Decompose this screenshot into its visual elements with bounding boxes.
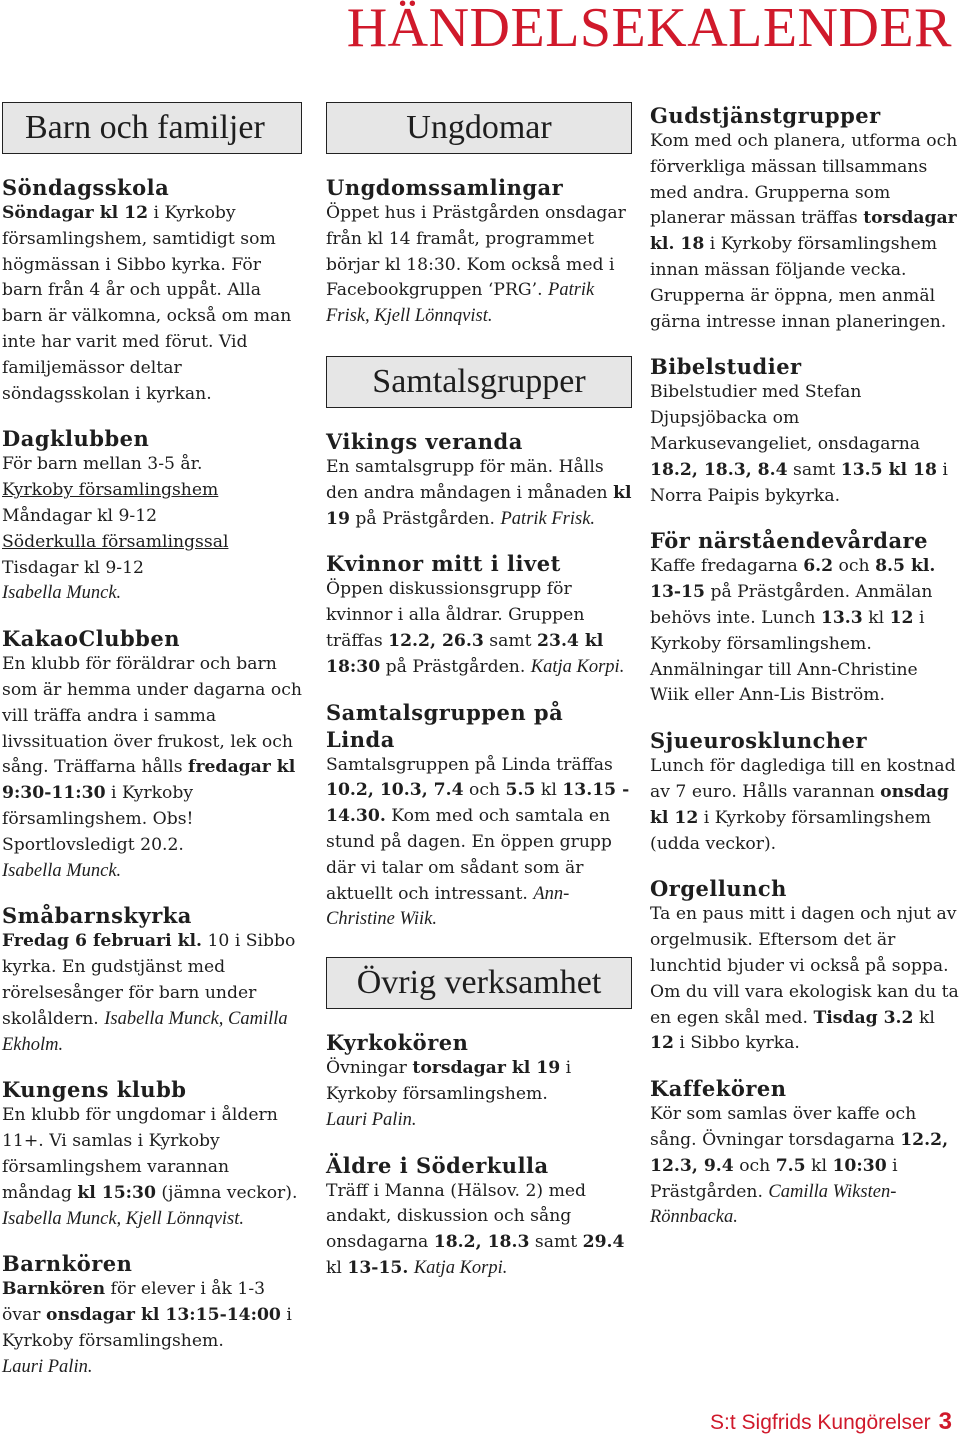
event-body [2, 929, 302, 1058]
event-text: En klubb för föräldrar och barn som är hemma under dagarna och vill träffa andra i samma livssituation över frukost, lek och sång. Träffarna hålls [2, 654, 302, 778]
event-aldre-i-soderkulla [326, 1152, 632, 1282]
event-ungdomssamlingar [326, 174, 632, 330]
event-time: kl 15:30 [77, 1182, 156, 1203]
event-date: 18.2, 18.3, 8.4 [650, 459, 788, 480]
event-kaffekoren [650, 1075, 960, 1231]
event-time: torsdagar kl. 18 [650, 208, 957, 255]
event-body [2, 1103, 302, 1232]
event-date: Tisdag 3.2 [813, 1007, 914, 1028]
event-date: 13.3 [820, 607, 863, 628]
event-body [2, 452, 302, 607]
event-body [650, 380, 960, 509]
section-header-samtalsgrupper: Samtalsgrupper [326, 356, 632, 408]
event-body [650, 129, 960, 335]
event-kungens-klubb [2, 1076, 302, 1232]
event-text: i Norra Paipis bykyrka. [650, 459, 948, 506]
event-leader: Lauri Palin. [326, 1109, 417, 1130]
event-body [650, 902, 960, 1057]
event-text: i Kyrkoby församlingshem. Obs! Sportlovsledigt 20.2. [2, 783, 194, 855]
event-text: på Prästgården. [380, 656, 531, 677]
event-title: Småbarnskyrka [2, 903, 192, 929]
event-kyrkokoren [326, 1029, 632, 1133]
event-time: onsdag kl 12 [650, 781, 949, 828]
event-text: Bibelstudier med Stefan Djupsjöbacka om Markusevangeliet, onsdagarna [650, 382, 921, 454]
event-body [650, 1102, 960, 1231]
event-title: Kaffekören [650, 1076, 787, 1102]
publication-name: S:t Sigfrids Kungörelser [710, 1411, 931, 1434]
event-kvinnor-mitt-i-livet [326, 550, 632, 680]
event-date: 12.2, 12.3, 9.4 [650, 1129, 949, 1176]
masthead [300, 0, 952, 60]
event-leader: Isabella Munck, Kjell Lönnqvist. [2, 1208, 245, 1229]
event-time: Tisdagar kl 9-12 [2, 557, 144, 578]
event-name: Barnkören [2, 1279, 106, 1300]
column-barn-och-familjer [2, 102, 302, 1398]
event-date: 10.2, 10.3, 7.4 [326, 780, 464, 801]
event-dagklubben [2, 425, 302, 607]
event-text: i Kyrkoby församlingshem. [326, 1058, 572, 1104]
event-date: 7.5 [775, 1155, 806, 1176]
event-date: 12.2, 26.3 [388, 630, 484, 651]
event-leader: Isabella Munck. [2, 860, 122, 881]
event-leader: Lauri Palin. [2, 1356, 93, 1377]
event-text: Lunch för daglediga till en kostnad av 7 euro. Hålls varannan [650, 756, 956, 802]
event-text: 10 i Sibbo kyrka. En gudstjänst med rörelsesånger för barn under skolåldern. [2, 931, 296, 1029]
event-text: kl [326, 1257, 348, 1278]
column-ungdomar [326, 102, 632, 1300]
event-leader: Patrik Frisk. [500, 508, 596, 529]
event-body [326, 201, 632, 330]
event-text: Samtalsgruppen på Linda träffas [326, 754, 613, 775]
event-leader: Camilla Wiksten-Rönnbacka. [650, 1181, 897, 1228]
event-time: Fredag 6 februari kl. [2, 931, 203, 952]
event-text: Kom med och planera, utforma och förverkliga mässan tillsammans med andra. Grupperna som planerar mässan träffas [650, 131, 958, 229]
event-text: i Kyrkoby församlingshem, samtidigt som högmässan i Sibbo kyrka. För barn från 4 år och uppåt. Alla barn är välkomna, också om man inte har varit med förut. Vid familjemässor deltar söndagsskolan i kyrkan. [2, 203, 292, 404]
event-text: och [733, 1155, 776, 1176]
event-date: 23.4 kl 18:30 [326, 630, 604, 677]
event-time: 13.5 kl 18 [840, 459, 937, 480]
event-title: Kyrkokören [326, 1030, 469, 1056]
event-text: i Prästgården. [650, 1155, 898, 1202]
event-title: Söndagsskola [2, 175, 170, 200]
event-title: Äldre i Söderkulla [326, 1152, 549, 1178]
event-barnkoren [2, 1250, 302, 1380]
event-title: För närståendevårdare [650, 528, 928, 554]
event-place: Söderkulla församlingssal [2, 531, 229, 552]
event-text: kl [535, 780, 563, 801]
event-time: Söndagar kl 12 [2, 203, 149, 223]
event-body [650, 754, 960, 857]
event-body [2, 1277, 302, 1380]
event-time: fredagar kl 9:30-11:30 [2, 757, 296, 804]
event-place: Kyrkoby församlingshem [2, 480, 219, 501]
event-text: En samtalsgrupp för män. Hålls den andra måndagen i månaden [326, 456, 614, 503]
event-text: (jämna veckor). [155, 1182, 298, 1203]
section-header-ungdomar: Ungdomar [326, 102, 632, 154]
event-leader: Katja Korpi. [530, 656, 625, 677]
event-text: kl [862, 607, 890, 628]
event-title: Gudstjänstgrupper [650, 103, 881, 128]
event-time: onsdagar kl 13:15-14:00 [45, 1305, 281, 1326]
event-time: 12 [889, 607, 914, 628]
event-title: Kvinnor mitt i livet [326, 551, 561, 577]
event-text: Övningar [326, 1058, 413, 1079]
event-title: Orgellunch [650, 876, 787, 902]
event-body [326, 1056, 632, 1133]
event-time: 13.15 - 14.30. [326, 780, 630, 827]
event-text: samt [483, 630, 538, 651]
event-text: och [833, 556, 876, 577]
event-title: Dagklubben [2, 426, 150, 452]
event-text: kl [913, 1007, 935, 1028]
page-footer [710, 1408, 952, 1436]
event-text: En klubb för ungdomar i åldern 11+. Vi samlas i Kyrkoby församlingshem varannan måndag [2, 1105, 278, 1203]
event-body [326, 577, 632, 680]
event-bibelstudier [650, 353, 960, 509]
event-text: i Kyrkoby församlingshem innan mässan följande vecka. Grupperna är öppna, men anmäl gärna intresse innan planeringen. [650, 234, 947, 332]
section-header-ovrig-verksamhet: Övrig verksamhet [326, 957, 632, 1009]
event-date: 5.5 [505, 780, 536, 801]
event-text: För barn mellan 3-5 år. [2, 454, 203, 475]
event-text: i Kyrkoby församlingshem. [2, 1305, 292, 1351]
event-vikings-veranda [326, 428, 632, 532]
event-text: Kaffe fredagarna [650, 556, 804, 577]
event-leader: Patrik Frisk, Kjell Lönnqvist. [326, 280, 595, 327]
event-text: och [463, 780, 506, 801]
event-text: i Sibbo kyrka. [673, 1033, 800, 1054]
section-header-barn: Barn och familjer [2, 102, 302, 154]
event-title: Ungdomssamlingar [326, 175, 564, 200]
event-sondagsskola [2, 174, 302, 407]
event-narstaendevardare [650, 527, 960, 709]
event-leader: Katja Korpi. [413, 1257, 508, 1278]
event-text: i Kyrkoby församlingshem (udda veckor). [650, 807, 932, 854]
event-leader: Isabella Munck, Camilla Ekholm. [2, 1008, 288, 1055]
event-leader: Ann-Christine Wiik. [326, 883, 570, 930]
event-time: torsdagar kl 19 [412, 1058, 561, 1079]
event-title: Kungens klubb [2, 1077, 187, 1103]
event-body [326, 753, 632, 934]
event-gudstjanstgrupper [650, 102, 960, 335]
event-body [2, 201, 302, 407]
event-text: samt [787, 459, 841, 480]
event-orgellunch [650, 875, 960, 1057]
event-text: på Prästgården. [349, 508, 501, 529]
event-text: Träff i Manna (Hälsov. 2) med andakt, diskussion och sång onsdagarna [326, 1180, 587, 1253]
event-time: 8.5 kl. 13-15 [650, 556, 936, 603]
event-date: 29.4 [582, 1232, 625, 1253]
event-title: KakaoClubben [2, 626, 180, 652]
event-time: 10:30 [832, 1155, 887, 1176]
event-time: kl 19 [326, 482, 632, 529]
column-right [650, 102, 960, 1249]
event-text: Kom med och samtala en stund på dagen. En öppen grupp där vi talar om sådant som är aktuellt och intressant. [326, 806, 612, 904]
event-title: Sjueuroskluncher [650, 728, 868, 754]
event-time: Måndagar kl 9-12 [2, 505, 158, 526]
event-sjueuroluncher [650, 727, 960, 857]
event-title: Vikings veranda [326, 428, 523, 454]
event-text: i Kyrkoby församlingshem. Anmälningar till Ann-Christine Wiik eller Ann-Lis Biström. [650, 607, 925, 706]
event-text: Ta en paus mitt i dagen och njut av orgelmusik. Eftersom det är lunchtid bjuder vi också på soppa. Om du vill vara ekologisk kan du ta en egen skål med. [650, 904, 959, 1028]
event-body [326, 455, 632, 532]
event-leader: Isabella Munck. [2, 583, 122, 604]
event-text: på Prästgården. Anmälan behövs inte. Lunch [650, 582, 933, 628]
page-title: HÄNDELSEKALENDER [346, 0, 952, 59]
event-title: Bibelstudier [650, 354, 802, 380]
event-date: 18.2, 18.3 [433, 1232, 530, 1253]
event-title: Barnkören [2, 1251, 133, 1277]
event-text: kl [805, 1155, 833, 1176]
event-text: för elever i åk 1-3 övar [2, 1279, 266, 1326]
event-text: samt [529, 1232, 583, 1253]
event-date: 6.2 [803, 556, 834, 577]
event-smabarnskyrka [2, 902, 302, 1058]
event-body [2, 652, 302, 884]
event-body [326, 1179, 632, 1282]
page-number: 3 [938, 1408, 952, 1435]
event-body [650, 554, 960, 709]
event-samtalsgruppen-linda [326, 699, 632, 934]
event-kakaoclubben [2, 625, 302, 884]
event-time: 12 [650, 1033, 674, 1054]
event-text: Öppet hus i Prästgården onsdagar från kl 14 framåt, programmet börjar kl 18:30. Kom också med i Facebookgruppen ‘PRG’. [326, 203, 626, 301]
event-title: Samtalsgruppen på Linda [326, 699, 564, 752]
event-time: 13-15. [347, 1257, 409, 1278]
event-text: Öppen diskussionsgrupp för kvinnor i alla åldrar. Gruppen träffas [326, 579, 585, 651]
event-text: Kör som samlas över kaffe och sång. Övningar torsdagarna [650, 1104, 917, 1150]
